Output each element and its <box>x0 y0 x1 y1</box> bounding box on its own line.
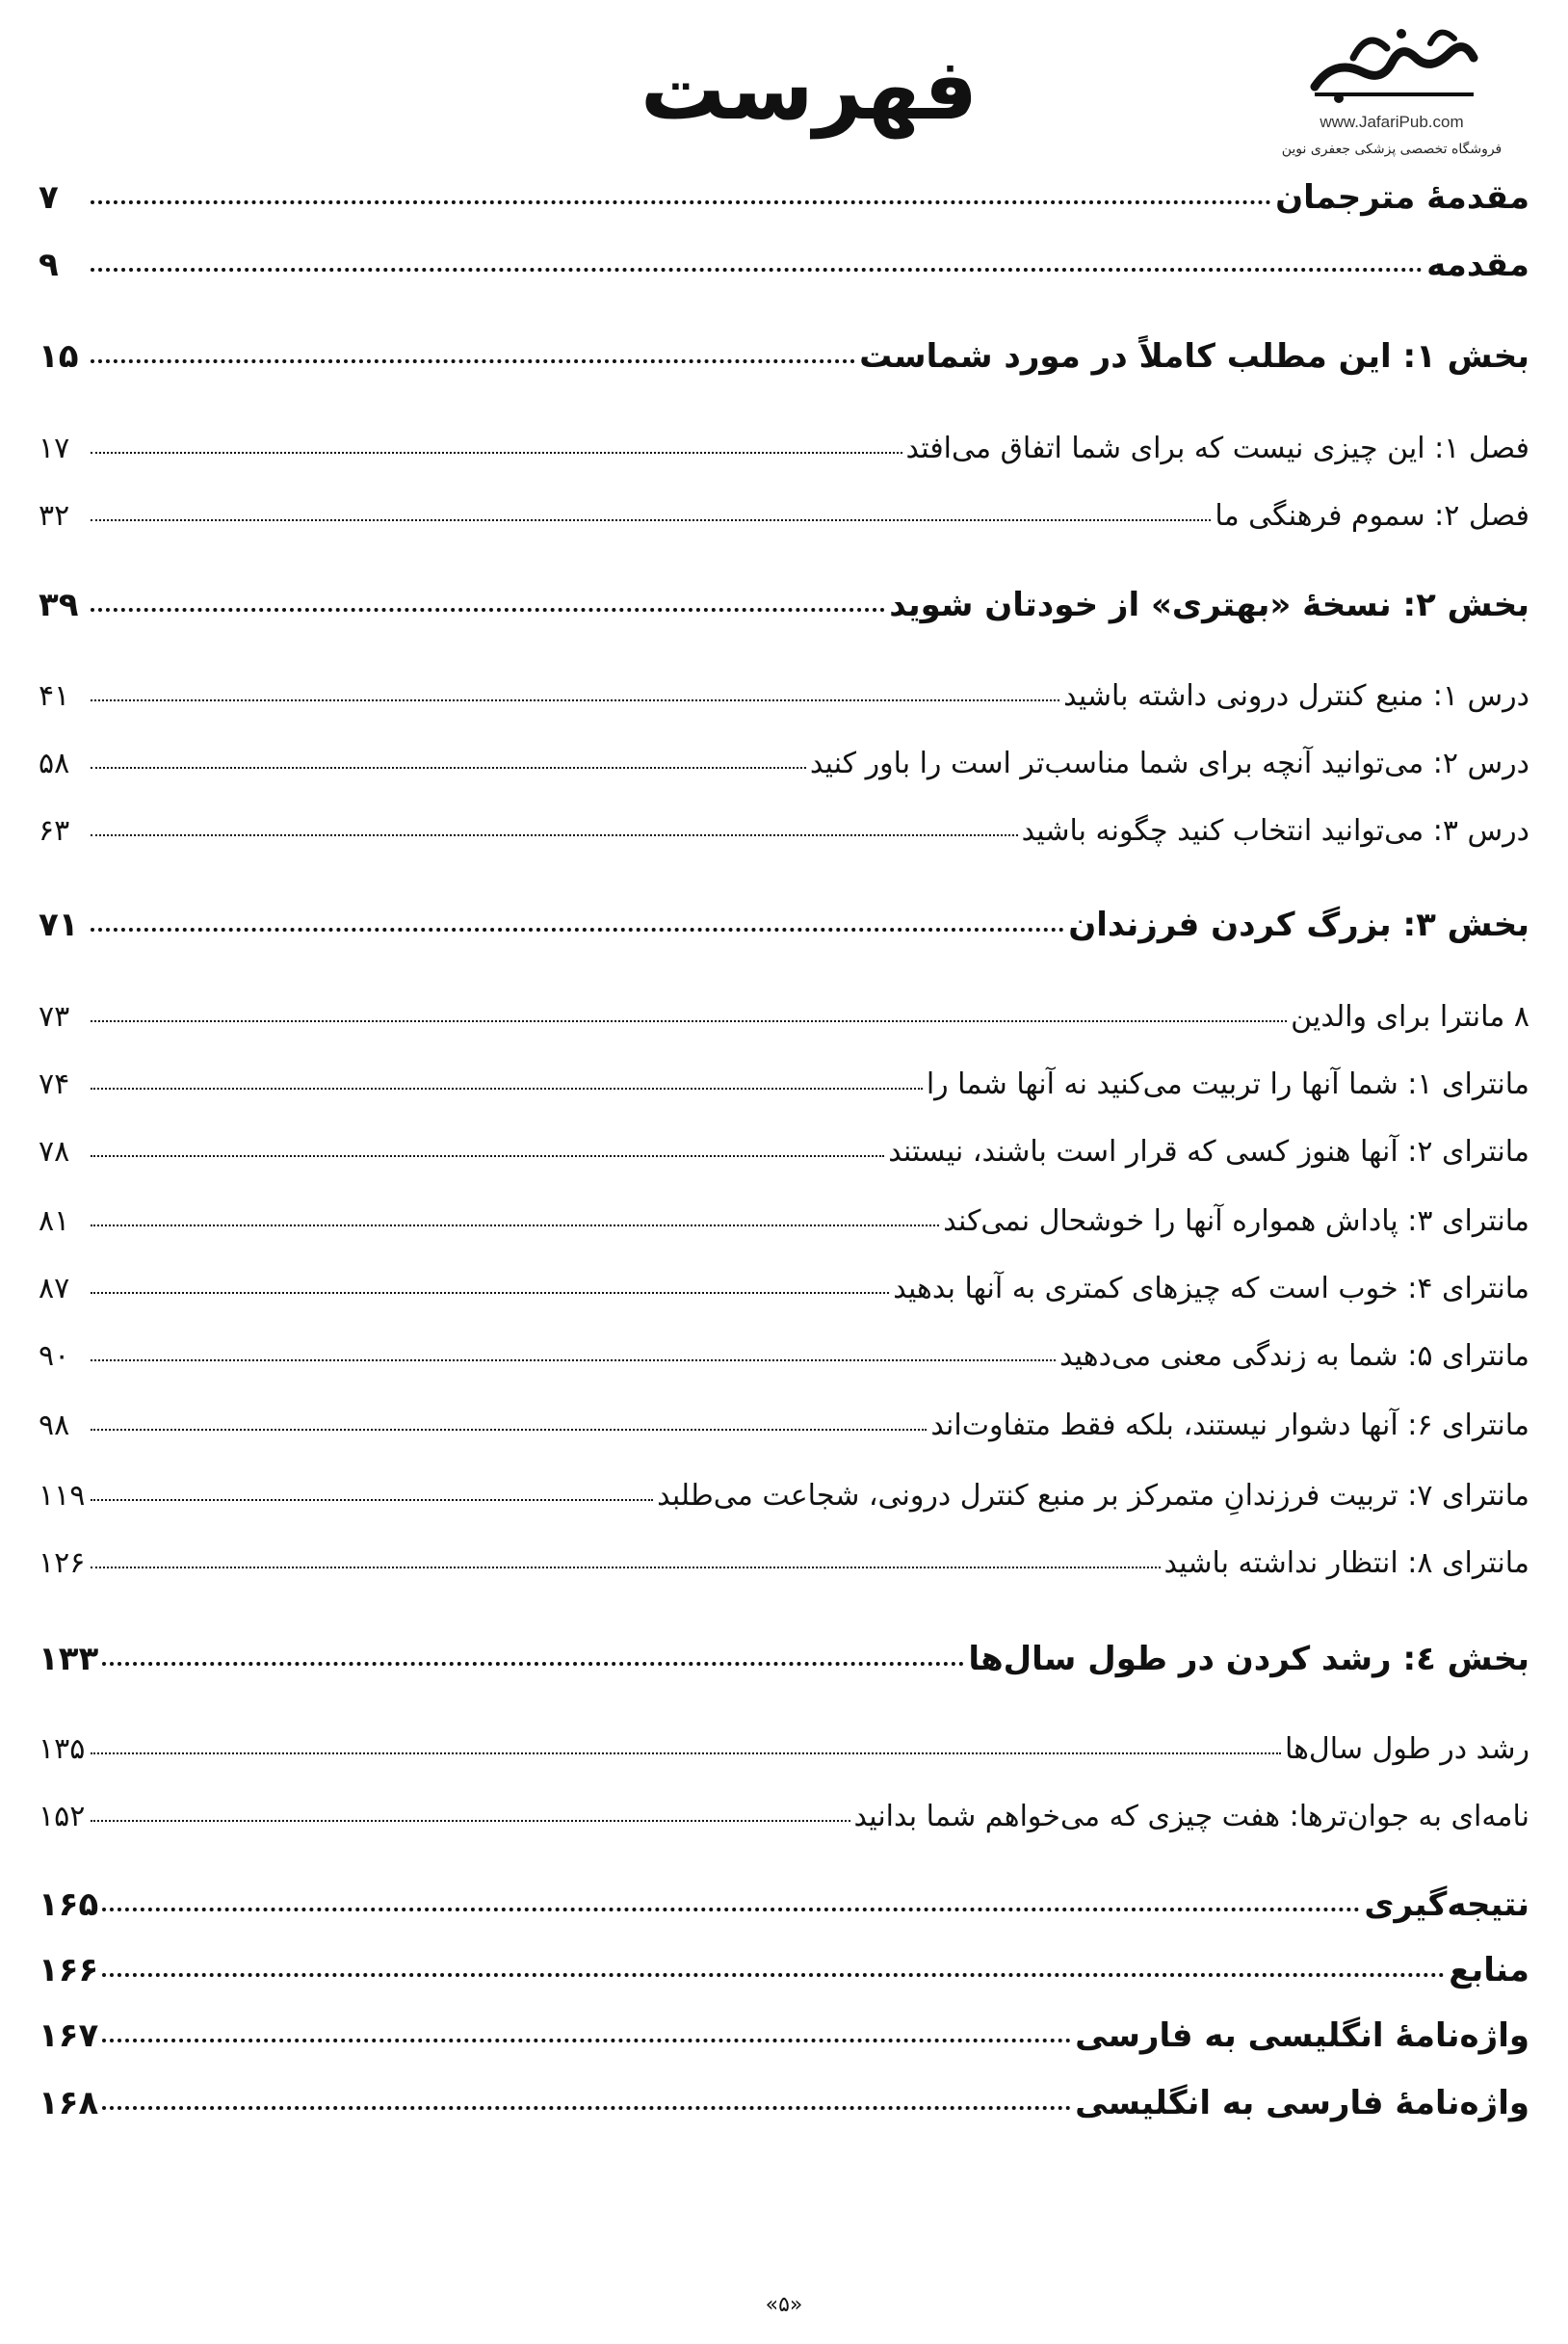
toc-entry-title: بخش ۳: بزرگ کردن فرزندان <box>1068 906 1529 944</box>
toc-entry-title: منابع <box>1449 1951 1529 1989</box>
toc-entry-title: مانترای ۵: شما به زندگی معنی می‌دهید <box>1058 1339 1529 1373</box>
toc-entry-title: واژه‌نامۀ انگلیسی به فارسی <box>1075 2016 1529 2055</box>
toc-entry-title: مانترای ۸: انتظار نداشته باشید <box>1163 1546 1529 1580</box>
toc-entry[interactable] <box>39 1339 1529 1373</box>
toc-entry-title: بخش ٤: رشد کردن در طول سال‌ها <box>968 1640 1529 1678</box>
leader-dots <box>91 767 806 769</box>
toc-entry-page: ۱۶۷ <box>39 2016 99 2055</box>
toc-entry-title: درس ۳: می‌توانید انتخاب کنید چگونه باشید <box>1021 814 1529 848</box>
toc-entry-page: ۱۵ <box>39 337 79 376</box>
leader-dots <box>102 1662 964 1666</box>
leader-dots <box>91 834 1018 836</box>
toc-entry[interactable] <box>39 1479 1529 1513</box>
toc-entry-page: ۱۱۹ <box>39 1479 86 1513</box>
toc-entry-page: ۳۹ <box>39 586 79 624</box>
toc-entry-page: ۵۸ <box>39 747 70 780</box>
toc-section[interactable] <box>39 1640 1529 1678</box>
toc-entry-title: فصل ۱: این چیزی نیست که برای شما اتفاق می‌افتد <box>905 432 1529 465</box>
leader-dots <box>91 1567 1161 1568</box>
toc-entry-title: درس ۱: منبع کنترل درونی داشته باشید <box>1063 679 1529 713</box>
leader-dots <box>91 1359 1056 1361</box>
toc-entry[interactable] <box>39 1951 1529 1989</box>
leader-dots <box>102 1908 1360 1911</box>
toc-entry-page: ۱۵۲ <box>39 1800 86 1833</box>
toc-entry[interactable] <box>39 679 1529 713</box>
leader-dots <box>91 1752 1281 1754</box>
toc-entry[interactable] <box>39 1067 1529 1101</box>
leader-dots <box>91 1225 939 1226</box>
leader-dots <box>91 1292 889 1294</box>
leader-dots <box>91 1020 1287 1022</box>
toc-entry-page: ۱۳۳ <box>39 1640 99 1678</box>
toc-entry[interactable] <box>39 1000 1529 1034</box>
toc-entry[interactable] <box>39 1272 1529 1305</box>
toc-entry-title: بخش ۲: نسخۀ «بهتری» از خودتان شوید <box>889 586 1529 624</box>
toc-section[interactable] <box>39 906 1529 944</box>
toc-entry-page: ۱۷ <box>39 432 70 465</box>
toc-entry[interactable] <box>39 1204 1529 1238</box>
leader-dots <box>91 699 1059 701</box>
leader-dots <box>91 452 902 454</box>
toc-entry-page: ۷۱ <box>39 906 79 944</box>
toc-entry-title: مانترای ۴: خوب است که چیزهای کمتری به آنها بدهید <box>893 1272 1529 1305</box>
toc-entry-title: واژه‌نامۀ فارسی به انگلیسی <box>1075 2084 1529 2122</box>
publisher-shop-name: فروشگاه تخصصی پزشکی جعفری نوین <box>1281 142 1503 157</box>
toc-entry[interactable] <box>39 814 1529 848</box>
leader-dots <box>91 1088 923 1090</box>
toc-entry[interactable] <box>39 432 1529 465</box>
toc-entry[interactable] <box>39 1885 1529 1924</box>
toc-entry-title: درس ۲: می‌توانید آنچه برای شما مناسب‌تر است را باور کنید <box>809 747 1529 780</box>
page-title: فهرست <box>640 40 979 139</box>
toc-entry-page: ۴۱ <box>39 679 70 713</box>
toc-section[interactable] <box>39 586 1529 624</box>
toc-entry-title: مانترای ۲: آنها هنوز کسی که قرار است باشند، نیستند <box>888 1135 1529 1169</box>
toc-entry-page: ۷۸ <box>39 1135 70 1169</box>
toc-entry-title: نامه‌ای به جوان‌ترها: هفت چیزی که می‌خواهم شما بدانید <box>853 1800 1529 1833</box>
leader-dots <box>102 1973 1445 1977</box>
toc-entry-page: ۹ <box>39 246 59 284</box>
toc-entry-page: ۸۱ <box>39 1204 70 1238</box>
toc-entry-title: رشد در طول سال‌ها <box>1284 1732 1529 1766</box>
toc-section[interactable] <box>39 337 1529 376</box>
toc-entry-page: ۹۰ <box>39 1339 70 1373</box>
toc-entry[interactable] <box>39 178 1529 217</box>
toc-entry-title: ۸ مانترا برای والدین <box>1291 1000 1529 1034</box>
leader-dots <box>91 519 1211 521</box>
toc-entry-title: مانترای ۱: شما آنها را تربیت می‌کنید نه آنها شما را <box>926 1067 1529 1101</box>
toc-entry[interactable] <box>39 747 1529 780</box>
leader-dots <box>91 1155 884 1157</box>
toc-entry-title: نتیجه‌گیری <box>1364 1885 1529 1924</box>
toc-entry-page: ۳۲ <box>39 499 70 533</box>
toc-entry[interactable] <box>39 2084 1529 2122</box>
toc-entry[interactable] <box>39 1732 1529 1766</box>
table-of-contents <box>39 0 1529 2216</box>
toc-entry-page: ۱۳۵ <box>39 1732 86 1766</box>
toc-entry-page: ۱۲۶ <box>39 1546 86 1580</box>
toc-entry-page: ۱۶۶ <box>39 1951 99 1989</box>
toc-entry[interactable] <box>39 1546 1529 1580</box>
toc-entry-title: مانترای ۳: پاداش همواره آنها را خوشحال نمی‌کند <box>943 1204 1529 1238</box>
toc-entry-page: ۱۶۸ <box>39 2084 99 2122</box>
toc-entry[interactable] <box>39 1135 1529 1169</box>
leader-dots <box>91 200 1271 204</box>
leader-dots <box>91 1499 653 1501</box>
leader-dots <box>91 1429 927 1431</box>
toc-entry[interactable] <box>39 1800 1529 1833</box>
toc-entry-title: فصل ۲: سموم فرهنگی ما <box>1215 499 1529 533</box>
toc-entry-page: ۷۳ <box>39 1000 70 1034</box>
toc-entry-page: ۷۴ <box>39 1067 70 1101</box>
toc-entry[interactable] <box>39 2016 1529 2055</box>
toc-entry-title: بخش ۱: این مطلب کاملاً در مورد شماست <box>859 337 1529 376</box>
toc-entry-title: مانترای ۶: آنها دشوار نیستند، بلکه فقط متفاوت‌اند <box>930 1409 1529 1442</box>
leader-dots <box>91 928 1064 932</box>
publisher-website: www.JafariPub.com <box>1320 113 1464 131</box>
toc-entry-title: مقدمۀ مترجمان <box>1275 178 1529 217</box>
toc-entry-page: ۷ <box>39 178 59 217</box>
toc-entry-page: ۹۸ <box>39 1409 70 1442</box>
leader-dots <box>91 1820 850 1822</box>
toc-entry-page: ۱۶۵ <box>39 1885 99 1924</box>
page-number-footer: «۵» <box>765 2293 803 2317</box>
toc-entry-title: مقدمه <box>1426 246 1529 284</box>
toc-entry-page: ۶۳ <box>39 814 70 848</box>
toc-entry[interactable] <box>39 1409 1529 1442</box>
toc-entry-title: مانترای ۷: تربیت فرزندانِ متمرکز بر منبع کنترل درونی، شجاعت می‌طلبد <box>657 1479 1529 1513</box>
toc-entry-page: ۸۷ <box>39 1272 70 1305</box>
leader-dots <box>91 359 855 363</box>
leader-dots <box>102 2039 1071 2042</box>
toc-entry[interactable] <box>39 499 1529 533</box>
leader-dots <box>102 2106 1071 2110</box>
leader-dots <box>91 268 1423 272</box>
leader-dots <box>91 608 885 612</box>
toc-entry[interactable] <box>39 246 1529 284</box>
